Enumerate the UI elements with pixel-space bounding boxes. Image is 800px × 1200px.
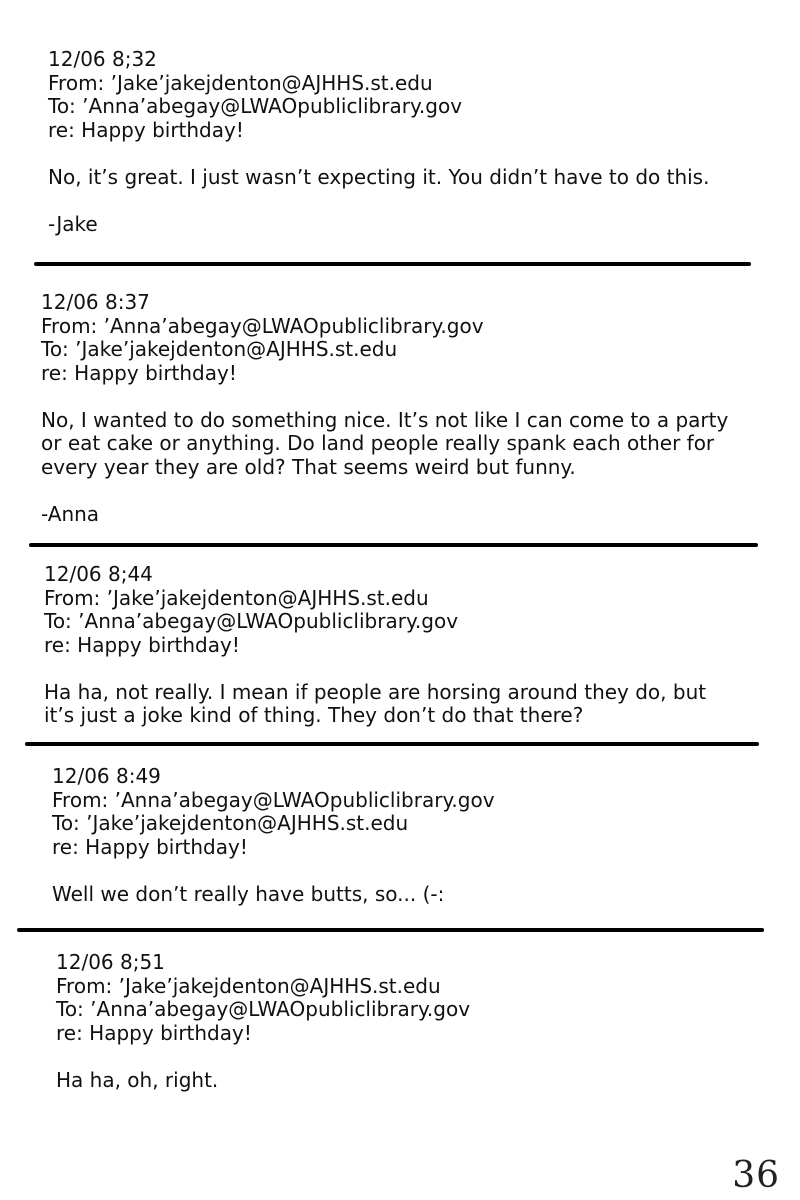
email-message-2 bbox=[41, 291, 728, 526]
email-to: To: ’Anna’abegay@LWAOpubliclibrary.gov bbox=[48, 94, 463, 118]
email-body-line: Ha ha, not really. I mean if people are horsing around they do, but bbox=[44, 679, 707, 704]
email-divider bbox=[17, 928, 764, 932]
email-subject: re: Happy birthday! bbox=[41, 360, 237, 385]
email-body-line: No, I wanted to do something nice. It’s not like I can come to a party bbox=[41, 407, 729, 432]
email-signature: -Anna bbox=[41, 501, 100, 526]
email-signature: -Jake bbox=[48, 211, 98, 236]
email-subject: re: Happy birthday! bbox=[48, 117, 244, 142]
email-divider bbox=[34, 262, 751, 266]
email-timestamp: 12/06 8;51 bbox=[56, 950, 165, 974]
email-body-line: Ha ha, oh, right. bbox=[56, 1067, 219, 1092]
email-to: To: ’Jake’jakejdenton@AJHHS.st.edu bbox=[52, 811, 409, 835]
email-timestamp: 12/06 8:37 bbox=[41, 290, 150, 314]
email-timestamp: 12/06 8;32 bbox=[48, 47, 157, 71]
email-to: To: ’Jake’jakejdenton@AJHHS.st.edu bbox=[41, 337, 398, 361]
email-from: From: ’Jake’jakejdenton@AJHHS.st.edu bbox=[44, 585, 429, 610]
email-subject: re: Happy birthday! bbox=[56, 1020, 252, 1045]
email-body-line: or eat cake or anything. Do land people really spank each other for bbox=[41, 431, 715, 455]
email-from: From: ’Anna’abegay@LWAOpubliclibrary.gov bbox=[41, 313, 484, 338]
email-to: To: ’Anna’abegay@LWAOpubliclibrary.gov bbox=[56, 997, 471, 1021]
email-divider bbox=[29, 543, 758, 547]
email-body-line: every year they are old? That seems weird but funny. bbox=[41, 454, 576, 479]
email-message-3 bbox=[44, 563, 706, 728]
email-message-5 bbox=[56, 951, 470, 1092]
email-from: From: ’Jake’jakejdenton@AJHHS.st.edu bbox=[48, 70, 433, 95]
email-body-line: No, it’s great. I just wasn’t expecting it. You didn’t have to do this. bbox=[48, 164, 710, 189]
email-message-4 bbox=[52, 765, 495, 906]
page-number: 36 bbox=[732, 1155, 780, 1196]
email-timestamp: 12/06 8;44 bbox=[44, 562, 153, 586]
email-timestamp: 12/06 8:49 bbox=[52, 764, 161, 788]
email-divider bbox=[25, 742, 759, 746]
email-to: To: ’Anna’abegay@LWAOpubliclibrary.gov bbox=[44, 609, 459, 633]
email-body-line: Well we don’t really have butts, so... (-: bbox=[52, 881, 445, 906]
email-message-1 bbox=[48, 48, 709, 236]
email-from: From: ’Jake’jakejdenton@AJHHS.st.edu bbox=[56, 973, 441, 998]
email-subject: re: Happy birthday! bbox=[52, 834, 248, 859]
email-from: From: ’Anna’abegay@LWAOpubliclibrary.gov bbox=[52, 787, 495, 812]
email-subject: re: Happy birthday! bbox=[44, 632, 240, 657]
email-body-line: it’s just a joke kind of thing. They don’t do that there? bbox=[44, 703, 584, 727]
